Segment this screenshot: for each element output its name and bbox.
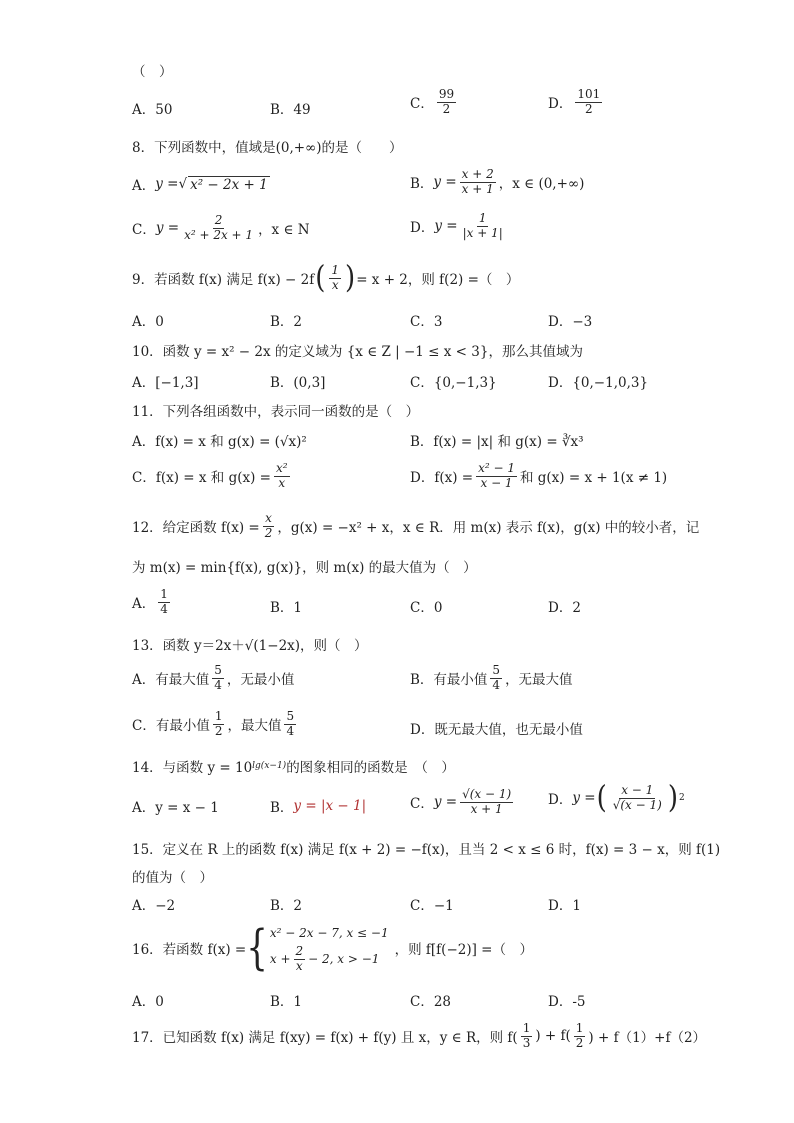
q8-c-label: C． [132, 222, 156, 239]
q16-option-c [410, 990, 451, 1010]
q15-stem-b: 的值为（ ） [132, 870, 213, 886]
q10-c-text: C．{0,−1,3} [410, 375, 497, 391]
q7-option-d [548, 88, 605, 117]
q17-stem-b: ) + f（1）+f（2） [588, 1030, 707, 1047]
q10-option-b [270, 371, 325, 391]
q8-d-label: D． [410, 220, 435, 237]
q12-stem-b: ，g(x) = −x² + x，x ∈ R．用 m(x) 表示 f(x)，g(x) 中的较小者，记 [277, 520, 700, 537]
q12-a-num: 1 [160, 587, 168, 601]
q9-num: 1 [331, 263, 340, 277]
q17-mid: ) + f( [535, 1028, 571, 1045]
q14-d-exponent: 2 [678, 793, 685, 804]
q12-stem-line1 [132, 512, 699, 541]
q10-stem [132, 340, 583, 360]
q11-stem [132, 400, 419, 420]
q11-option-d [410, 462, 667, 491]
q13-option-d [410, 718, 583, 738]
q15-stem-line2 [132, 866, 213, 886]
q7-paren-text: （ ） [132, 64, 173, 80]
q13-a-den: 4 [214, 677, 222, 692]
q9-option-d [548, 310, 592, 330]
q14-option-a [132, 796, 219, 816]
q12-a-den: 4 [160, 601, 168, 616]
q13-b-b: ，无最大值 [505, 672, 573, 689]
q16-stem [132, 919, 533, 976]
q9-fraction [329, 264, 341, 293]
q14-stem-b: 的图象相同的函数是 （ ） [286, 760, 455, 776]
q14-a-text: A．y = x − 1 [132, 800, 219, 816]
q8-c-num: 2 [214, 213, 223, 227]
q14-exponent: lg(x−1) [252, 761, 287, 771]
q8-b-fraction [460, 168, 496, 197]
q9-den: x [331, 277, 339, 292]
q13-c-b: ，最大值 [227, 718, 282, 735]
q9-option-b [270, 310, 302, 330]
q13-option-c [132, 710, 299, 739]
q11-stem-text: 11．下列各组函数中，表示同一函数的是（ ） [132, 404, 420, 420]
q7-option-a-text: A．50 [132, 102, 173, 118]
q7-option-d-label: D． [548, 96, 573, 113]
q16-b-text: B．1 [270, 994, 303, 1010]
q16-piece-2-fraction [294, 945, 306, 974]
q14-b-label: B． [270, 800, 294, 816]
left-paren-icon: ( [315, 260, 326, 297]
q15-stem-a: 15．定义在 R 上的函数 f(x) 满足 f(x + 2) = −f(x)，且当 2 < x ≤ 6 时，f(x) = 3 − x，则 f(1) [132, 842, 721, 858]
q8-c-den: x² + 2x + 1 [184, 227, 254, 242]
q15-option-b [270, 894, 302, 914]
q9-d-text: D．−3 [548, 314, 593, 330]
q16-piece-2-den: x [295, 958, 303, 973]
q9-b-text: B．2 [270, 314, 303, 330]
q15-stem-line1 [132, 838, 720, 858]
q7-option-c-label: C． [410, 96, 434, 113]
q13-stem [132, 634, 368, 654]
q12-a-fraction [158, 588, 170, 617]
q12-stem-a: 12．给定函数 f(x) = [132, 520, 260, 537]
q16-stem-b: ，则 f[f(−2)] =（ ） [394, 941, 533, 958]
q12-option-a [132, 588, 173, 617]
q9-stem-a: 9．若函数 f(x) 满足 f(x) − 2f [132, 272, 315, 289]
q12-option-d [548, 596, 581, 616]
q16-piece-2 [270, 945, 389, 974]
q11-c-num: x² [275, 461, 288, 475]
q12-option-b [270, 596, 302, 616]
q13-b-den: 4 [492, 677, 501, 692]
q15-c-text: C．−1 [410, 898, 454, 914]
q11-c-den: x [278, 475, 286, 490]
q11-d-fraction [476, 462, 517, 491]
q13-d-text: D．既无最大值，也无最小值 [410, 722, 583, 738]
q10-a-text: A．[−1,3] [132, 375, 199, 391]
right-paren-icon: ) [667, 780, 678, 817]
q16-piece-2-a: x + [269, 951, 291, 966]
q7-d-num: 101 [577, 87, 601, 101]
q16-piece-2-b: − 2, x > −1 [308, 951, 380, 966]
q14-option-d [548, 780, 685, 817]
q11-option-b [410, 430, 584, 450]
q8-stem [132, 136, 403, 156]
q8-a-expr: y = [155, 176, 179, 192]
q14-d-fraction [611, 784, 664, 813]
q11-option-a [132, 430, 307, 450]
q13-option-a [132, 664, 294, 693]
q8-b-tail: ，x ∈ (0,+∞) [498, 176, 585, 193]
left-brace-icon: { [246, 919, 268, 976]
q17-stem-a: 17．已知函数 f(x) 满足 f(xy) = f(x) + f(y) 且 x，y ∈ R，则 f( [132, 1030, 518, 1047]
q8-option-d [410, 212, 508, 241]
q13-b-fraction [490, 664, 502, 693]
q17-fraction-2 [574, 1022, 586, 1051]
q14-b-expr: y = |x − 1| [293, 798, 367, 814]
q8-c-fraction [182, 214, 255, 243]
q13-c-den2: 4 [286, 723, 295, 738]
q14-stem-a: 14．与函数 y = 10 [132, 760, 253, 776]
q15-option-a [132, 894, 175, 914]
q16-option-d [548, 990, 585, 1010]
q13-b-num: 5 [492, 663, 501, 677]
right-paren-icon: ) [345, 260, 356, 297]
q17-stem [132, 1022, 706, 1051]
q7-paren [132, 60, 173, 80]
q8-stem-text: 8．下列函数中，值域是(0,+∞)的是（ ） [132, 140, 403, 156]
q12-c-text: C．0 [410, 600, 443, 616]
q8-c-tail: ，x ∈ N [258, 222, 310, 239]
q13-option-b [410, 664, 573, 693]
q8-a-label: A． [132, 178, 156, 194]
q9-stem-b: = x + 2，则 f(2) =（ ） [356, 272, 520, 289]
q11-c-fraction [274, 462, 290, 491]
q10-b-text: B．(0,3] [270, 375, 326, 391]
q13-c-num1: 1 [214, 709, 223, 723]
q12-b-text: B．1 [270, 600, 303, 616]
q14-option-c [410, 788, 516, 817]
q17-fraction-1 [521, 1022, 533, 1051]
q16-c-text: C．28 [410, 994, 452, 1010]
q14-c-label: C． [410, 796, 434, 813]
q8-c-lhs: y = [155, 220, 180, 237]
q9-option-c [410, 310, 442, 330]
q12-d-text: D．2 [548, 600, 581, 616]
q9-option-a [132, 310, 164, 330]
q7-d-den: 2 [584, 101, 593, 116]
q12-den: 2 [264, 525, 273, 540]
q15-option-d [548, 894, 581, 914]
q7-c-num: 99 [438, 87, 455, 101]
q16-d-text: D．-5 [548, 994, 586, 1010]
q7-option-c [410, 88, 459, 117]
q12-fraction [263, 512, 275, 541]
q8-d-den: |x + 1| [462, 225, 503, 240]
q16-option-b [270, 990, 302, 1010]
q12-a-label: A． [132, 596, 156, 613]
q10-option-c [410, 371, 497, 391]
q8-b-den: x + 1 [461, 181, 494, 196]
q14-d-label: D． [548, 792, 573, 809]
q13-c-a: C．有最小值 [132, 718, 210, 735]
q11-d-b: 和 g(x) = x + 1(x ≠ 1) [519, 470, 668, 487]
q8-option-b [410, 168, 584, 197]
q10-option-a [132, 371, 199, 391]
q15-option-c [410, 894, 454, 914]
q15-a-text: A．−2 [132, 898, 176, 914]
q11-a-text: A．f(x) = x 和 g(x) = (√x)² [132, 434, 307, 450]
q13-a-a: A．有最大值 [132, 672, 210, 689]
q8-b-num: x + 2 [461, 167, 494, 181]
q7-option-d-fraction [575, 88, 602, 117]
q11-c-a: C．f(x) = x 和 g(x) = [132, 470, 271, 487]
q9-stem [132, 260, 520, 297]
q14-c-num: √(x − 1) [462, 787, 512, 801]
q8-b-label: B． [410, 176, 434, 193]
q10-d-text: D．{0,−1,0,3} [548, 375, 649, 391]
q13-c-fraction-1 [213, 710, 225, 739]
q16-option-a [132, 990, 164, 1010]
q8-d-fraction [461, 212, 505, 241]
q7-c-den: 2 [442, 101, 451, 116]
q11-d-den: x − 1 [480, 475, 513, 490]
q7-option-c-fraction [437, 88, 456, 117]
q12-option-c [410, 596, 442, 616]
q16-piece-2-num: 2 [295, 943, 304, 958]
q7-option-b [270, 98, 311, 118]
q8-d-num: 1 [478, 211, 487, 225]
q11-d-num: x² − 1 [478, 461, 515, 475]
radical-sign-icon: √ [178, 176, 188, 192]
q12-stem-c: 为 m(x) = min{f(x), g(x)}，则 m(x) 的最大值为（ ） [132, 560, 477, 576]
q8-b-lhs: y = [433, 174, 457, 191]
q14-stem [132, 756, 455, 776]
q7-option-a [132, 98, 172, 118]
q14-d-den: √(x − 1) [612, 797, 662, 812]
q13-a-num: 5 [214, 663, 222, 677]
q13-c-fraction-2 [284, 710, 296, 739]
q17-d2: 2 [575, 1035, 584, 1050]
q13-a-fraction [212, 664, 224, 693]
q12-num: x [265, 511, 272, 525]
q13-stem-text: 13．函数 y＝2x＋√(1−2x)，则（ ） [132, 638, 368, 654]
q14-d-lhs: y = [572, 790, 596, 807]
q14-d-num: x − 1 [621, 783, 654, 797]
q17-n2: 1 [575, 1021, 584, 1035]
q13-a-b: ，无最小值 [226, 672, 295, 689]
q16-piece-1: x² − 2x − 7, x ≤ −1 [269, 926, 389, 940]
q11-option-c [132, 462, 293, 491]
q11-b-text: B．f(x) = |x| 和 g(x) = ∛x³ [410, 434, 584, 450]
q8-option-c [132, 214, 310, 243]
q10-stem-text: 10．函数 y = x² − 2x 的定义域为 {x ∈ Z | −1 ≤ x < 3}，那么其值域为 [132, 344, 583, 360]
q16-stem-a: 16．若函数 f(x) = [132, 941, 247, 958]
q9-c-text: C．3 [410, 314, 443, 330]
q14-c-lhs: y = [433, 794, 458, 811]
q14-option-b [270, 796, 366, 816]
q17-d1: 3 [522, 1035, 531, 1050]
q13-c-num2: 5 [286, 709, 295, 723]
q13-b-a: B．有最小值 [410, 672, 488, 689]
q8-option-a [132, 174, 270, 194]
q14-c-fraction [460, 788, 513, 817]
q15-b-text: B．2 [270, 898, 303, 914]
q11-d-a: D．f(x) = [410, 470, 474, 487]
q8-d-lhs: y = [434, 218, 458, 235]
q9-a-text: A．0 [132, 314, 164, 330]
q13-c-den1: 2 [214, 723, 223, 738]
q16-piecewise [270, 922, 389, 973]
q12-stem-line2 [132, 556, 477, 576]
q15-d-text: D．1 [548, 898, 581, 914]
q16-a-text: A．0 [132, 994, 164, 1010]
q10-option-d [548, 371, 648, 391]
left-paren-icon: ( [596, 780, 607, 817]
q7-option-b-text: B．49 [270, 102, 311, 118]
q14-c-den: x + 1 [470, 801, 503, 816]
q8-a-radicand: x² − 2x + 1 [190, 176, 268, 193]
q17-n1: 1 [522, 1021, 531, 1035]
